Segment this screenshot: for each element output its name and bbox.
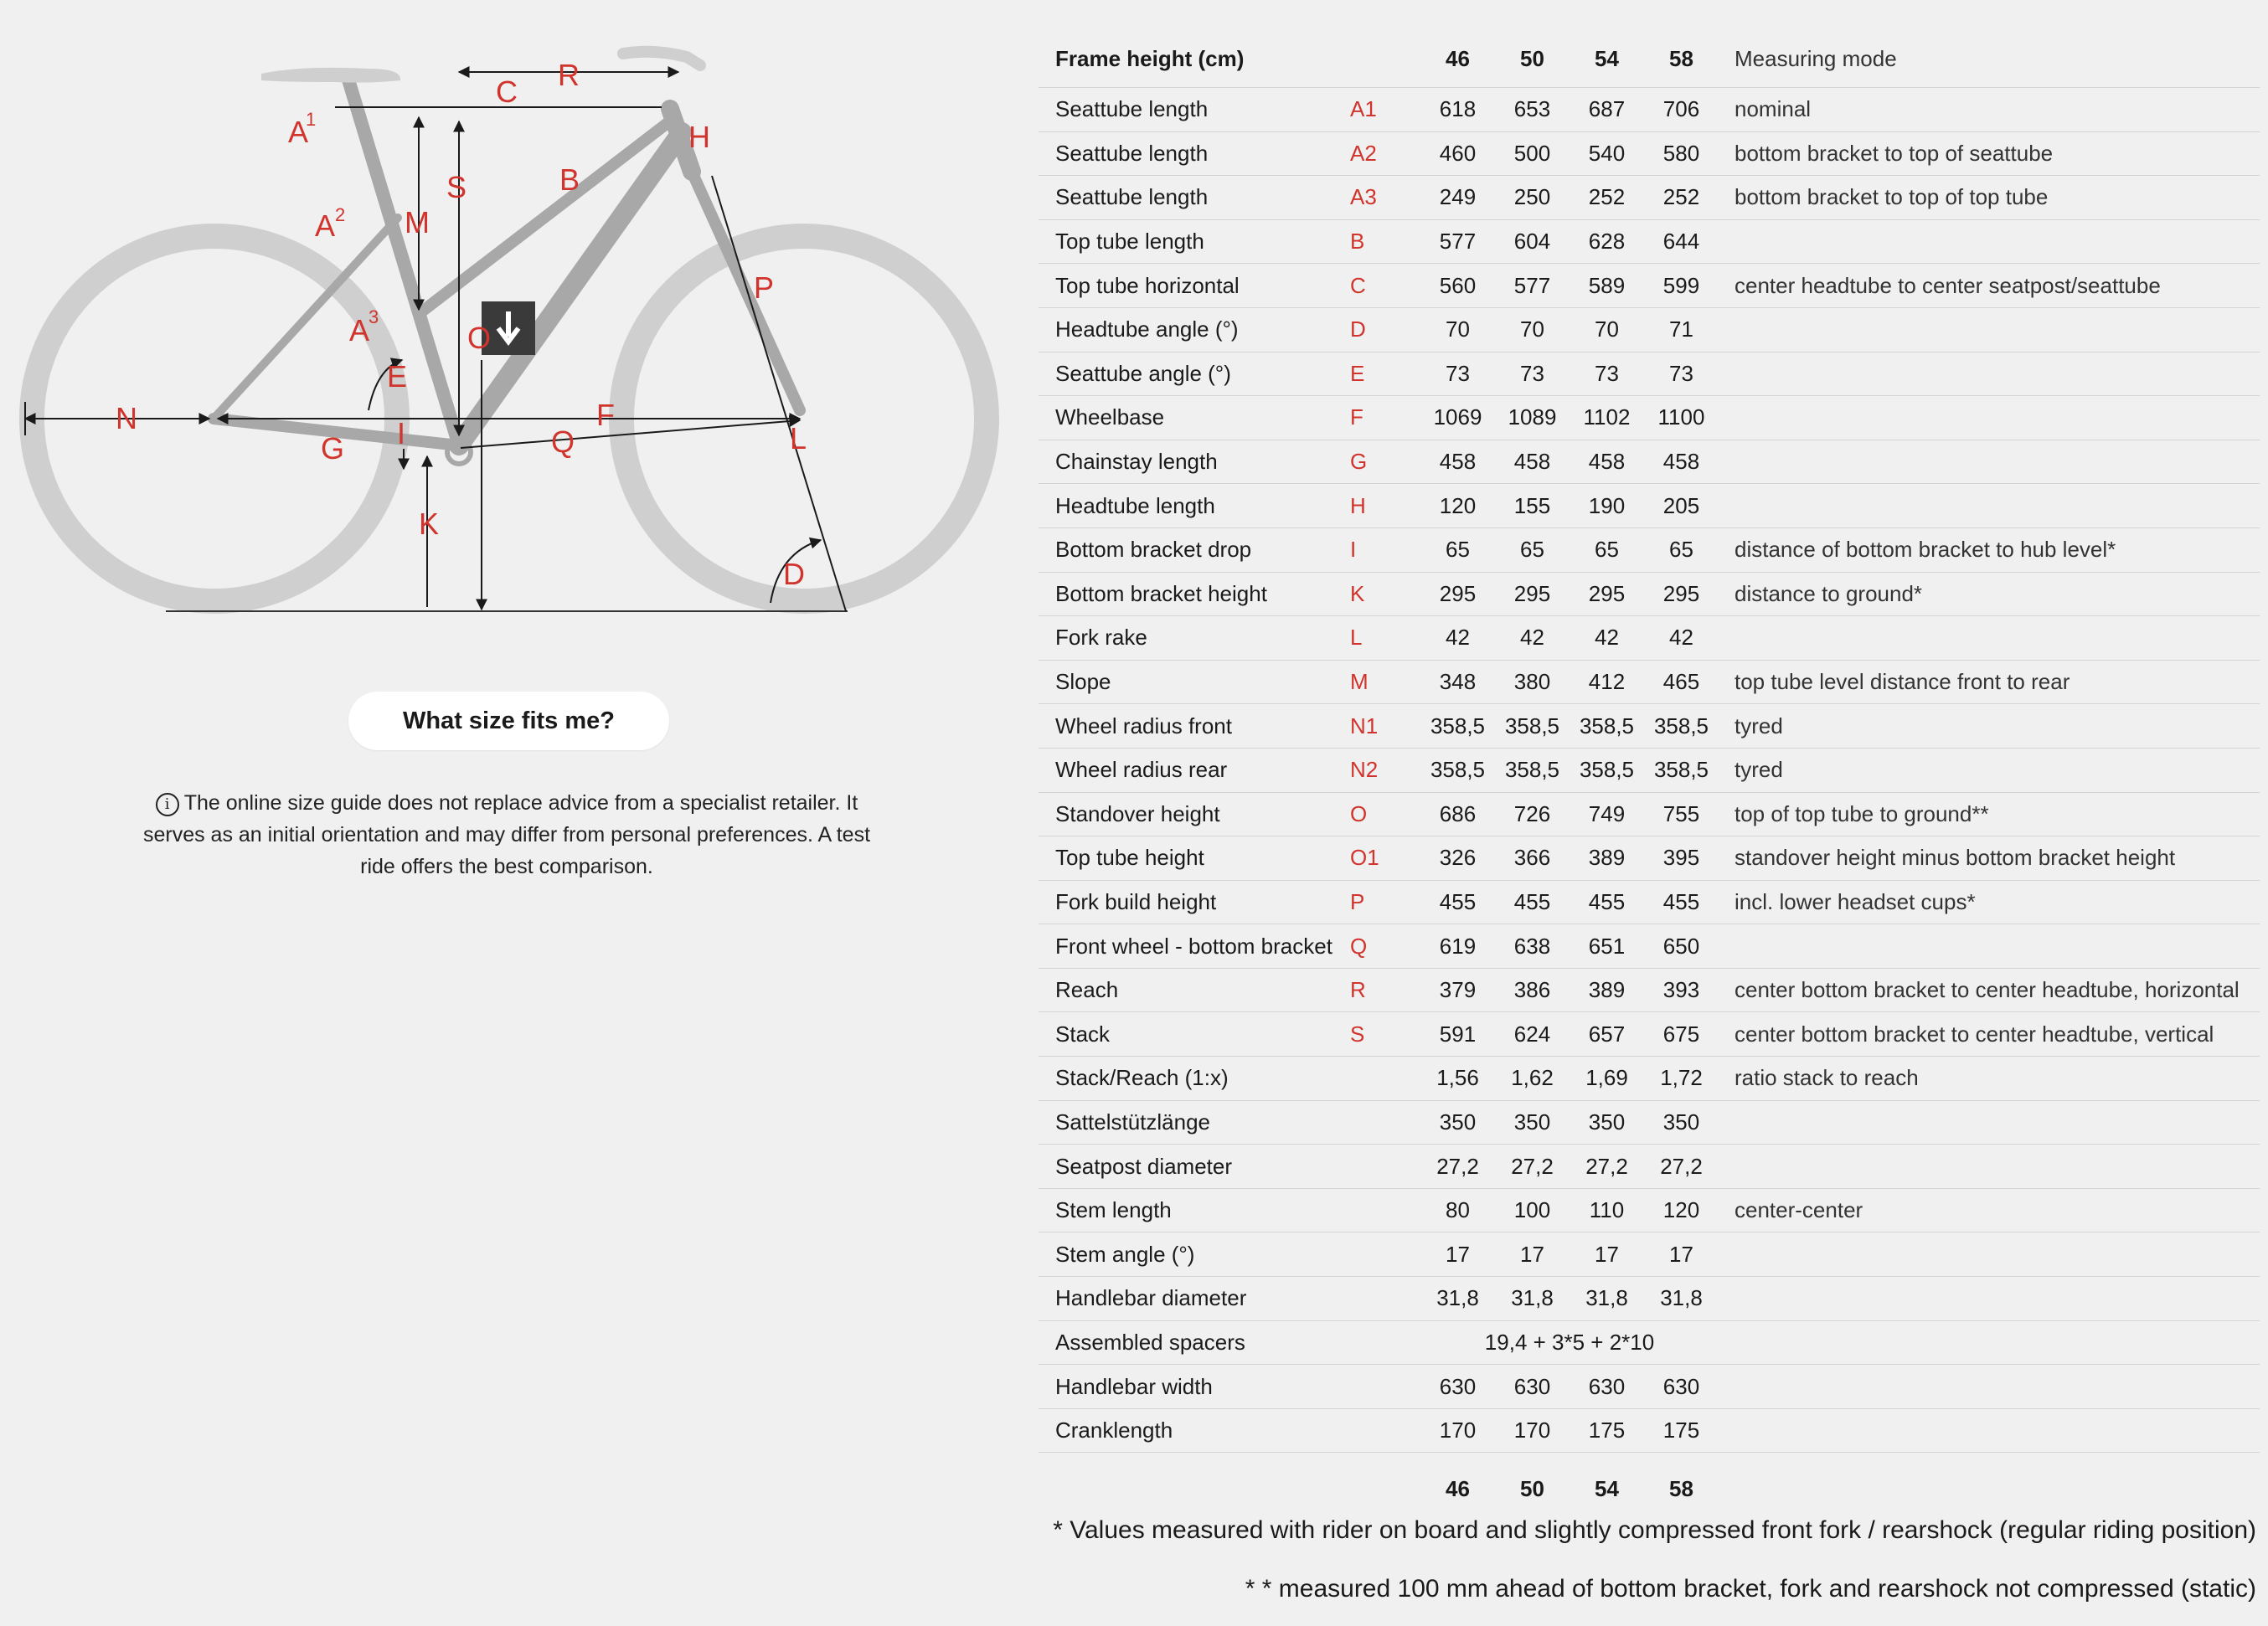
dimension-code: H bbox=[1350, 484, 1420, 528]
dimension-value: 1,62 bbox=[1495, 1057, 1570, 1101]
dimension-value: 630 bbox=[1570, 1365, 1644, 1409]
dimension-value: 577 bbox=[1420, 219, 1495, 264]
dimension-value: 366 bbox=[1495, 836, 1570, 881]
dimension-name: Top tube height bbox=[1039, 836, 1350, 881]
dimension-value: 389 bbox=[1570, 968, 1644, 1012]
dimension-value: 42 bbox=[1495, 616, 1570, 661]
dimension-value: 500 bbox=[1495, 131, 1570, 176]
table-row bbox=[1039, 440, 2260, 484]
table-row bbox=[1039, 131, 2260, 176]
dimension-name: Wheelbase bbox=[1039, 396, 1350, 440]
table-row bbox=[1039, 396, 2260, 440]
dimension-code bbox=[1350, 1277, 1420, 1321]
measuring-mode bbox=[1719, 1408, 2260, 1453]
measuring-mode bbox=[1719, 1232, 2260, 1277]
dimension-label: G bbox=[321, 431, 345, 466]
dimension-value: 42 bbox=[1644, 616, 1719, 661]
dimension-label: I bbox=[397, 416, 406, 450]
dimension-label: 3 bbox=[369, 306, 379, 327]
dimension-code: O bbox=[1350, 792, 1420, 836]
dimension-value: 31,8 bbox=[1495, 1277, 1570, 1321]
table-row bbox=[1039, 88, 2260, 132]
dimension-value: 599 bbox=[1644, 264, 1719, 308]
measuring-mode bbox=[1719, 307, 2260, 352]
dimension-value: 706 bbox=[1644, 88, 1719, 132]
dimension-label: Q bbox=[551, 425, 575, 459]
dimension-label: B bbox=[559, 162, 580, 197]
geometry-diagram bbox=[0, 0, 1005, 636]
dimension-value: 619 bbox=[1420, 924, 1495, 969]
dimension-code: B bbox=[1350, 219, 1420, 264]
size-footer: 58 bbox=[1669, 1475, 1693, 1501]
dimension-label: D bbox=[783, 557, 805, 591]
measuring-mode: incl. lower headset cups* bbox=[1719, 880, 2260, 924]
footer-spacer bbox=[1039, 1453, 1350, 1526]
dimension-name: Reach bbox=[1039, 968, 1350, 1012]
dimension-value: 65 bbox=[1570, 527, 1644, 572]
dimension-name: Bottom bracket drop bbox=[1039, 527, 1350, 572]
table-row bbox=[1039, 176, 2260, 220]
dimension-code: A1 bbox=[1350, 88, 1420, 132]
dimension-value: 393 bbox=[1644, 968, 1719, 1012]
dimension-value: 65 bbox=[1644, 527, 1719, 572]
dimension-value: 686 bbox=[1420, 792, 1495, 836]
dimension-value: 42 bbox=[1420, 616, 1495, 661]
dimension-value: 252 bbox=[1570, 176, 1644, 220]
dimension-value: 70 bbox=[1495, 307, 1570, 352]
dimension-value: 326 bbox=[1420, 836, 1495, 881]
dimension-name: Standover height bbox=[1039, 792, 1350, 836]
measuring-mode bbox=[1719, 1100, 2260, 1145]
dimension-value: 644 bbox=[1644, 219, 1719, 264]
dimension-value: 70 bbox=[1420, 307, 1495, 352]
table-row bbox=[1039, 880, 2260, 924]
footnote-static: * * measured 100 mm ahead of bottom bracket, fork and rearshock not compressed (static) bbox=[1245, 1575, 2256, 1603]
dimension-code: Q bbox=[1350, 924, 1420, 969]
dimension-value: 350 bbox=[1644, 1100, 1719, 1145]
dimension-value: 100 bbox=[1495, 1188, 1570, 1232]
dimension-code bbox=[1350, 1100, 1420, 1145]
dimension-value: 657 bbox=[1570, 1012, 1644, 1057]
dimension-value: 628 bbox=[1570, 219, 1644, 264]
dimension-value: 591 bbox=[1420, 1012, 1495, 1057]
dimension-value: 465 bbox=[1644, 660, 1719, 704]
measuring-mode: center bottom bracket to center headtube, horizontal bbox=[1719, 968, 2260, 1012]
dimension-value: 460 bbox=[1420, 131, 1495, 176]
table-row bbox=[1039, 792, 2260, 836]
dimension-code: N2 bbox=[1350, 748, 1420, 792]
measuring-mode: nominal bbox=[1719, 88, 2260, 132]
dimension-value: 395 bbox=[1644, 836, 1719, 881]
dimension-value: 540 bbox=[1570, 131, 1644, 176]
measuring-mode bbox=[1719, 1145, 2260, 1189]
dimension-label: M bbox=[405, 205, 430, 239]
dimension-label: L bbox=[790, 421, 807, 455]
table-row bbox=[1039, 307, 2260, 352]
measuring-mode: top of top tube to ground** bbox=[1719, 792, 2260, 836]
dimension-value: 110 bbox=[1570, 1188, 1644, 1232]
footer-spacer bbox=[1350, 1453, 1420, 1526]
dimension-value: 80 bbox=[1420, 1188, 1495, 1232]
dimension-code: S bbox=[1350, 1012, 1420, 1057]
dimension-name: Chainstay length bbox=[1039, 440, 1350, 484]
dimension-value: 1089 bbox=[1495, 396, 1570, 440]
dimension-value: 73 bbox=[1420, 352, 1495, 396]
table-row bbox=[1039, 924, 2260, 969]
dimension-value: 358,5 bbox=[1644, 704, 1719, 749]
dimension-value: 65 bbox=[1495, 527, 1570, 572]
frame-height-header: Frame height (cm) bbox=[1039, 30, 1350, 88]
dimension-value: 726 bbox=[1495, 792, 1570, 836]
measuring-mode bbox=[1719, 616, 2260, 661]
table-row bbox=[1039, 1145, 2260, 1189]
dimension-value: 175 bbox=[1644, 1408, 1719, 1453]
size-footer: 46 bbox=[1446, 1475, 1470, 1501]
table-row bbox=[1039, 1100, 2260, 1145]
table-row bbox=[1039, 1365, 2260, 1409]
dimension-value: 42 bbox=[1570, 616, 1644, 661]
size-footer: 50 bbox=[1520, 1475, 1544, 1501]
dimension-name: Front wheel - bottom bracket bbox=[1039, 924, 1350, 969]
dimension-name: Handlebar width bbox=[1039, 1365, 1350, 1409]
measuring-mode: bottom bracket to top of top tube bbox=[1719, 176, 2260, 220]
dimension-label: F bbox=[596, 398, 615, 432]
dimension-code bbox=[1350, 1320, 1420, 1365]
dimension-name: Seattube length bbox=[1039, 131, 1350, 176]
footnote-riding-position: * Values measured with rider on board and slightly compressed front fork / rearshock (regular riding position) bbox=[1053, 1516, 2256, 1544]
dimension-value: 31,8 bbox=[1570, 1277, 1644, 1321]
dimension-code: F bbox=[1350, 396, 1420, 440]
measuring-mode bbox=[1719, 924, 2260, 969]
measuring-mode bbox=[1719, 484, 2260, 528]
dimension-value: 170 bbox=[1495, 1408, 1570, 1453]
dimension-value: 190 bbox=[1570, 484, 1644, 528]
dimension-label: A bbox=[288, 115, 309, 149]
dimension-value: 70 bbox=[1570, 307, 1644, 352]
table-row bbox=[1039, 1188, 2260, 1232]
dimension-value: 249 bbox=[1420, 176, 1495, 220]
dimension-value: 17 bbox=[1420, 1232, 1495, 1277]
dimension-label: A bbox=[315, 208, 336, 243]
dimension-value: 458 bbox=[1495, 440, 1570, 484]
size-header: 54 bbox=[1570, 30, 1644, 88]
dimension-value: 358,5 bbox=[1420, 704, 1495, 749]
dimension-value: 73 bbox=[1644, 352, 1719, 396]
dimension-value: 348 bbox=[1420, 660, 1495, 704]
dimension-value: 651 bbox=[1570, 924, 1644, 969]
dimension-value: 455 bbox=[1570, 880, 1644, 924]
footer-spacer bbox=[1719, 1453, 2260, 1526]
dimension-value: 358,5 bbox=[1644, 748, 1719, 792]
dimension-value: 630 bbox=[1420, 1365, 1495, 1409]
dimension-value: 577 bbox=[1495, 264, 1570, 308]
dimension-value: 379 bbox=[1420, 968, 1495, 1012]
measuring-mode: center headtube to center seatpost/seattube bbox=[1719, 264, 2260, 308]
dimension-value: 17 bbox=[1495, 1232, 1570, 1277]
table-row bbox=[1039, 1012, 2260, 1057]
dimension-name: Stack/Reach (1:x) bbox=[1039, 1057, 1350, 1101]
dimension-name: Bottom bracket height bbox=[1039, 572, 1350, 616]
measuring-mode bbox=[1719, 352, 2260, 396]
dimension-value: 755 bbox=[1644, 792, 1719, 836]
dimension-label: R bbox=[558, 58, 580, 92]
dimension-value: 358,5 bbox=[1570, 704, 1644, 749]
dimension-value: 27,2 bbox=[1420, 1145, 1495, 1189]
dimension-value: 455 bbox=[1644, 880, 1719, 924]
dimension-label: P bbox=[754, 270, 775, 305]
size-header: 46 bbox=[1420, 30, 1495, 88]
dimension-value: 205 bbox=[1644, 484, 1719, 528]
size-finder-button[interactable]: What size fits me? bbox=[348, 692, 669, 750]
table-row bbox=[1039, 352, 2260, 396]
dimension-name: Stack bbox=[1039, 1012, 1350, 1057]
dimension-name: Headtube angle (°) bbox=[1039, 307, 1350, 352]
dimension-value: 295 bbox=[1420, 572, 1495, 616]
measuring-mode: standover height minus bottom bracket height bbox=[1719, 836, 2260, 881]
dimension-label: C bbox=[496, 75, 518, 109]
dimension-name: Sattelstützlänge bbox=[1039, 1100, 1350, 1145]
dimension-value: 73 bbox=[1570, 352, 1644, 396]
dimension-value: 17 bbox=[1644, 1232, 1719, 1277]
dimension-value: 618 bbox=[1420, 88, 1495, 132]
measuring-mode bbox=[1719, 1320, 2260, 1365]
dimension-value: 358,5 bbox=[1570, 748, 1644, 792]
dimension-name: Handlebar diameter bbox=[1039, 1277, 1350, 1321]
bike-geometry-illustration bbox=[0, 0, 1005, 636]
dimension-value: 295 bbox=[1570, 572, 1644, 616]
table-row bbox=[1039, 616, 2260, 661]
dimension-code bbox=[1350, 1188, 1420, 1232]
dimension-code: A3 bbox=[1350, 176, 1420, 220]
dimension-value: 120 bbox=[1420, 484, 1495, 528]
table-row bbox=[1039, 1408, 2260, 1453]
dimension-code: P bbox=[1350, 880, 1420, 924]
dimension-name: Slope bbox=[1039, 660, 1350, 704]
dimension-value: 65 bbox=[1420, 527, 1495, 572]
dimension-name: Stem length bbox=[1039, 1188, 1350, 1232]
dimension-code: K bbox=[1350, 572, 1420, 616]
dimension-value: 27,2 bbox=[1570, 1145, 1644, 1189]
table-row bbox=[1039, 572, 2260, 616]
dimension-value: 749 bbox=[1570, 792, 1644, 836]
dimension-value: 675 bbox=[1644, 1012, 1719, 1057]
dimension-name: Seattube angle (°) bbox=[1039, 352, 1350, 396]
dimension-name: Seattube length bbox=[1039, 176, 1350, 220]
dimension-value: 120 bbox=[1644, 1188, 1719, 1232]
table-footer-row bbox=[1039, 1453, 2260, 1526]
dimension-code bbox=[1350, 1057, 1420, 1101]
dimension-name: Top tube horizontal bbox=[1039, 264, 1350, 308]
dimension-name: Assembled spacers bbox=[1039, 1320, 1350, 1365]
dimension-value: 455 bbox=[1420, 880, 1495, 924]
dimension-value: 412 bbox=[1570, 660, 1644, 704]
table-row bbox=[1039, 1277, 2260, 1321]
dimension-value: 653 bbox=[1495, 88, 1570, 132]
dimension-value: 1,72 bbox=[1644, 1057, 1719, 1101]
dimension-code: M bbox=[1350, 660, 1420, 704]
dimension-name: Wheel radius rear bbox=[1039, 748, 1350, 792]
dimension-value: 252 bbox=[1644, 176, 1719, 220]
dimension-value: 358,5 bbox=[1495, 748, 1570, 792]
dimension-value: 630 bbox=[1644, 1365, 1719, 1409]
dimension-value: 358,5 bbox=[1420, 748, 1495, 792]
dimension-value: 350 bbox=[1570, 1100, 1644, 1145]
dimension-name: Cranklength bbox=[1039, 1408, 1350, 1453]
size-header: 50 bbox=[1495, 30, 1570, 88]
dimension-code: D bbox=[1350, 307, 1420, 352]
dimension-label: 1 bbox=[306, 109, 317, 130]
dimension-name: Stem angle (°) bbox=[1039, 1232, 1350, 1277]
size-header: 58 bbox=[1644, 30, 1719, 88]
measuring-mode bbox=[1719, 1277, 2260, 1321]
dimension-value: 624 bbox=[1495, 1012, 1570, 1057]
dimension-name: Headtube length bbox=[1039, 484, 1350, 528]
dimension-label: E bbox=[387, 359, 408, 394]
dimension-value: 589 bbox=[1570, 264, 1644, 308]
dimension-value: 604 bbox=[1495, 219, 1570, 264]
dimension-value: 17 bbox=[1570, 1232, 1644, 1277]
measuring-mode: center-center bbox=[1719, 1188, 2260, 1232]
dimension-value: 295 bbox=[1495, 572, 1570, 616]
table-row bbox=[1039, 748, 2260, 792]
dimension-code bbox=[1350, 1365, 1420, 1409]
dimension-value: 687 bbox=[1570, 88, 1644, 132]
dimension-code bbox=[1350, 1408, 1420, 1453]
table-row bbox=[1039, 660, 2260, 704]
measuring-mode-header: Measuring mode bbox=[1719, 30, 2260, 88]
dimension-label: S bbox=[446, 170, 467, 204]
measuring-mode bbox=[1719, 219, 2260, 264]
dimension-value: 1069 bbox=[1420, 396, 1495, 440]
dimension-code: R bbox=[1350, 968, 1420, 1012]
dimension-value: 295 bbox=[1644, 572, 1719, 616]
measuring-mode: distance to ground* bbox=[1719, 572, 2260, 616]
dimension-value: 458 bbox=[1570, 440, 1644, 484]
table-row bbox=[1039, 704, 2260, 749]
dimension-code: C bbox=[1350, 264, 1420, 308]
dimension-label: O bbox=[467, 321, 492, 355]
dimension-value: 560 bbox=[1420, 264, 1495, 308]
dimension-value: 31,8 bbox=[1420, 1277, 1495, 1321]
dimension-value: 73 bbox=[1495, 352, 1570, 396]
dimension-value: 71 bbox=[1644, 307, 1719, 352]
dimension-label: K bbox=[419, 507, 440, 541]
table-row bbox=[1039, 1057, 2260, 1101]
geometry-table bbox=[1039, 30, 2260, 1525]
dimension-code: N1 bbox=[1350, 704, 1420, 749]
dimension-value: 1100 bbox=[1644, 396, 1719, 440]
dimension-label: N bbox=[116, 401, 137, 435]
dimension-value: 389 bbox=[1570, 836, 1644, 881]
measuring-mode: ratio stack to reach bbox=[1719, 1057, 2260, 1101]
measuring-mode: center bottom bracket to center headtube, vertical bbox=[1719, 1012, 2260, 1057]
table-row bbox=[1039, 264, 2260, 308]
dimension-value: 350 bbox=[1495, 1100, 1570, 1145]
measuring-mode bbox=[1719, 1365, 2260, 1409]
dimension-value: 638 bbox=[1495, 924, 1570, 969]
disclaimer-text: The online size guide does not replace advice from a specialist retailer. It serves as an initial orientation and may differ from personal preferences. A test ride offers the best comparison. bbox=[142, 791, 871, 878]
dimension-value: 455 bbox=[1495, 880, 1570, 924]
dimension-name: Seatpost diameter bbox=[1039, 1145, 1350, 1189]
dimension-value: 31,8 bbox=[1644, 1277, 1719, 1321]
dimension-code: I bbox=[1350, 527, 1420, 572]
dimension-label: 2 bbox=[335, 204, 346, 225]
dimension-value-spanned: 19,4 + 3*5 + 2*10 bbox=[1420, 1320, 1719, 1365]
dimension-code: A2 bbox=[1350, 131, 1420, 176]
measuring-mode: top tube level distance front to rear bbox=[1719, 660, 2260, 704]
dimension-value: 458 bbox=[1420, 440, 1495, 484]
dimension-code: L bbox=[1350, 616, 1420, 661]
measuring-mode: tyred bbox=[1719, 748, 2260, 792]
dimension-code: E bbox=[1350, 352, 1420, 396]
dimension-value: 250 bbox=[1495, 176, 1570, 220]
dimension-value: 1,69 bbox=[1570, 1057, 1644, 1101]
measuring-mode: tyred bbox=[1719, 704, 2260, 749]
dimension-value: 1102 bbox=[1570, 396, 1644, 440]
dimension-name: Fork build height bbox=[1039, 880, 1350, 924]
dimension-value: 175 bbox=[1570, 1408, 1644, 1453]
dimension-value: 170 bbox=[1420, 1408, 1495, 1453]
dimension-value: 386 bbox=[1495, 968, 1570, 1012]
dimension-name: Seattube length bbox=[1039, 88, 1350, 132]
dimension-value: 380 bbox=[1495, 660, 1570, 704]
dimension-value: 650 bbox=[1644, 924, 1719, 969]
info-icon: i bbox=[156, 793, 179, 816]
dimension-label: A bbox=[349, 313, 370, 347]
measuring-mode: distance of bottom bracket to hub level* bbox=[1719, 527, 2260, 572]
table-row bbox=[1039, 1320, 2260, 1365]
size-guide-disclaimer bbox=[134, 787, 879, 882]
dimension-name: Fork rake bbox=[1039, 616, 1350, 661]
dimension-value: 27,2 bbox=[1644, 1145, 1719, 1189]
dimension-value: 630 bbox=[1495, 1365, 1570, 1409]
measuring-mode bbox=[1719, 396, 2260, 440]
dimension-code: G bbox=[1350, 440, 1420, 484]
dimension-value: 1,56 bbox=[1420, 1057, 1495, 1101]
dimension-code bbox=[1350, 1145, 1420, 1189]
table-row bbox=[1039, 527, 2260, 572]
dimension-label: H bbox=[688, 120, 710, 154]
table-row bbox=[1039, 836, 2260, 881]
dimension-value: 350 bbox=[1420, 1100, 1495, 1145]
measuring-mode bbox=[1719, 440, 2260, 484]
table-row bbox=[1039, 484, 2260, 528]
size-footer: 54 bbox=[1595, 1475, 1619, 1501]
dimension-name: Top tube length bbox=[1039, 219, 1350, 264]
measuring-mode: bottom bracket to top of seattube bbox=[1719, 131, 2260, 176]
dimension-code: O1 bbox=[1350, 836, 1420, 881]
dimension-value: 27,2 bbox=[1495, 1145, 1570, 1189]
table-row bbox=[1039, 219, 2260, 264]
dimension-name: Wheel radius front bbox=[1039, 704, 1350, 749]
dimension-value: 155 bbox=[1495, 484, 1570, 528]
table-row bbox=[1039, 968, 2260, 1012]
dimension-code bbox=[1350, 1232, 1420, 1277]
dimension-value: 358,5 bbox=[1495, 704, 1570, 749]
dimension-value: 580 bbox=[1644, 131, 1719, 176]
table-row bbox=[1039, 1232, 2260, 1277]
table-header-row bbox=[1039, 30, 2260, 88]
dimension-value: 458 bbox=[1644, 440, 1719, 484]
